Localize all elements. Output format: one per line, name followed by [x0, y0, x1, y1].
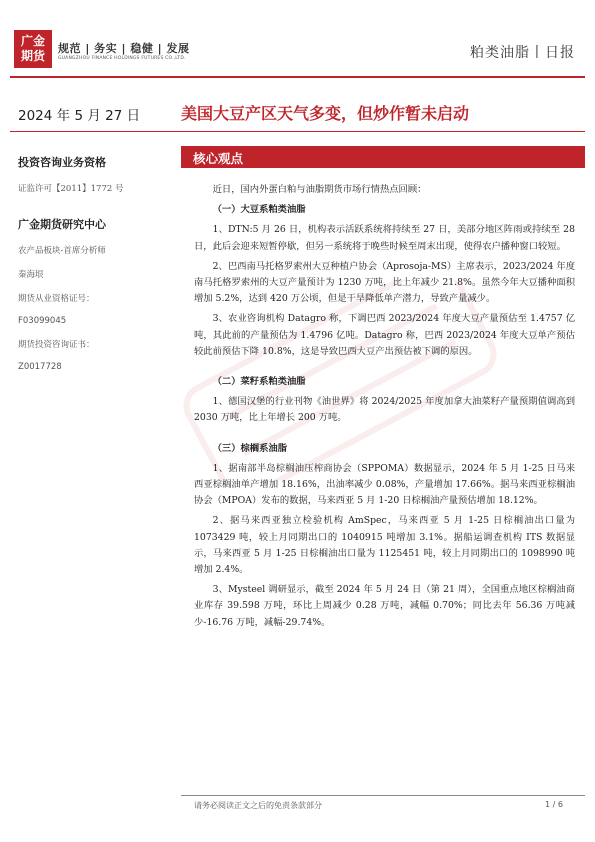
paragraph: 2、巴西南马托格罗索州大豆种植户协会（Aprosoja-MS）主席表示，2023/2024 年度南马托格罗索州的大豆产量预计为 1230 万吨，比上年减少 21.8%。虽然今年大豆播种面积增加 5.2%，达到 420 万公顷，但是干旱降低单产潜力，导致产量减少。: [194, 260, 575, 305]
core-view-bar: [181, 146, 585, 168]
core-view-title: 核心观点: [193, 151, 244, 166]
report-date: 2024 年 5 月 27 日: [18, 108, 141, 124]
company-slogan: 规范 | 务实 | 稳健 | 发展: [58, 42, 190, 55]
report-title: 美国大豆产区天气多变，但炒作暂未启动: [181, 104, 470, 123]
research-center: 广金期货研究中心: [18, 218, 106, 231]
analyst-name: 秦海垠: [18, 270, 44, 280]
company-logo: [14, 30, 52, 68]
analyst-role: 农产品板块-首席分析师: [18, 246, 106, 256]
analyst-info: [18, 150, 168, 372]
advisory-number: Z0017728: [18, 362, 62, 372]
page-number: 1 / 6: [545, 800, 563, 809]
qualification-cert: 证监许可【2011】1772 号: [18, 184, 124, 194]
paragraph: 1、DTN:5 月 26 日，机构表示活跃系统将持续至 27 日，美部分地区阵雨或持续至 28 日，此后会迎来短暂停歇，但另一系统将于晚些时候至周末出现，使得农户播种窗口较短。: [194, 224, 575, 252]
qualification-heading: 投资咨询业务资格: [18, 156, 106, 169]
license-label: 期货从业资格证号：: [18, 294, 95, 304]
advisory-label: 期货投资咨询证书：: [18, 340, 95, 350]
paragraph: 2、据马来西亚独立检验机构 AmSpec，马来西亚 5 月 1-25 日棕榈油出口量为 1073429 吨，较上月同期出口的 1040915 吨增加 3.1%。据船运调查机构 ITS 数据显示，马来西亚 5 月 1-25 日棕榈油出口量为 1125451 吨，较上月同期出口的 1098990 吨增加 2.4%。: [194, 515, 575, 576]
core-view-body: [194, 182, 575, 635]
paragraph: 3、农业咨询机构 Datagro 称，下调巴西 2023/2024 年度大豆产量预估至 1.4757 亿吨，其此前的产量预估为 1.4796 亿吨。Datagro 称，巴西 2023/2024 年度大豆单产预估较此前预估下降 10.8%，这是导致巴西大豆产出预估被下调的原因。: [194, 313, 575, 357]
logo-text-line2: 期货: [20, 49, 45, 63]
disclaimer-note: 请务必阅读正文之后的免责条款部分: [194, 801, 322, 810]
intro-paragraph: 近日，国内外蛋白粕与油脂期货市场行情热点回顾：: [212, 184, 427, 195]
section-heading-rapeseed: （二）菜籽系粕类油脂: [212, 376, 306, 388]
section-heading-palm: （三）棕榈系油脂: [212, 442, 287, 454]
footer-divider: [181, 795, 585, 796]
header-divider: [10, 76, 585, 78]
paragraph: 3、Mysteel 调研显示，截至 2024 年 5 月 24 日（第 21 周），全国重点地区棕榈油商业库存 39.598 万吨，环比上周减少 0.28 万吨，减幅 0.70%；同比去年 56.36 万吨减少-16.76 万吨，减幅-29.74%。: [194, 584, 575, 628]
paragraph: 1、德国汉堡的行业刊物《油世界》将 2024/2025 年度加拿大油菜籽产量预期值调高到 2030 万吨，比上年增长 200 万吨。: [194, 396, 575, 424]
company-english-name: GUANGZHOU FINANCE HOLDINGS FUTURES CO.,LTD.: [58, 56, 186, 61]
title-divider: [10, 131, 585, 132]
license-number: F03099045: [18, 316, 67, 326]
paragraph: 1、据南部半岛棕榈油压榨商协会（SPPOMA）数据显示，2024 年 5 月 1-25 日马来西亚棕榈油单产增加 18.16%，出油率减少 0.08%，产量增加 17.66%。据马来西亚棕榈油协会（MPOA）发布的数据，马来西亚 5 月 1-20 日棕榈油产量预估增加 18.12%。: [194, 462, 575, 507]
logo-text-line1: 广金: [20, 34, 45, 48]
report-type: 粕类油脂丨日报: [470, 45, 575, 61]
section-heading-soybean: （一）大豆系粕类油脂: [212, 204, 306, 216]
